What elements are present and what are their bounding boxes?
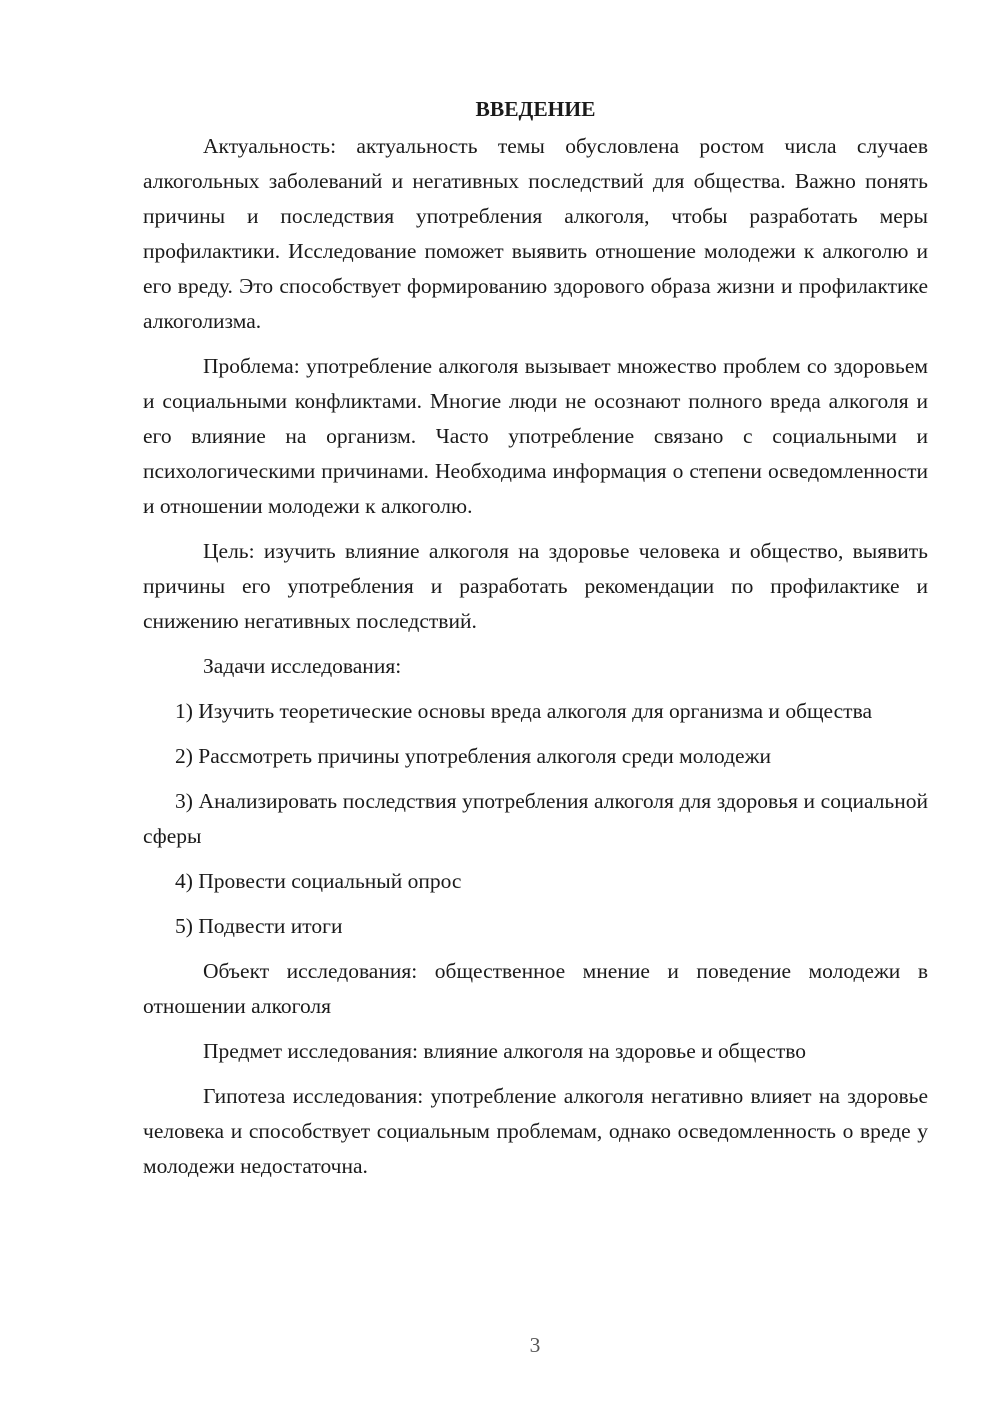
task-item-5: 5) Подвести итоги bbox=[175, 914, 343, 938]
task-item-3: 3) Анализировать последствия употребления алкоголя для здоровья и социальной сферы bbox=[143, 789, 928, 848]
paragraph-problem: Проблема: употребление алкоголя вызывает множество проблем со здоровьем и социальными конфликтами. Многие люди не осознают полного вреда алкоголя и его влияние на организм. Часто употребление связано с социальными и психологическими причинами. Необходима информация о степени осведомленности и отношении молодежи к алкоголю. bbox=[143, 354, 928, 518]
document-page bbox=[143, 92, 928, 1194]
paragraph-object: Объект исследования: общественное мнение и поведение молодежи в отношении алкоголя bbox=[143, 959, 928, 1018]
page-number: 3 bbox=[529, 1333, 541, 1357]
task-item-4: 4) Провести социальный опрос bbox=[175, 869, 462, 893]
paragraph-hypothesis: Гипотеза исследования: употребление алкоголя негативно влияет на здоровье человека и способствует социальным проблемам, однако осведомленность о вреде у молодежи недостаточна. bbox=[143, 1084, 928, 1178]
tasks-heading: Задачи исследования: bbox=[203, 654, 402, 678]
section-title: ВВЕДЕНИЕ bbox=[475, 97, 596, 121]
task-item-2: 2) Рассмотреть причины употребления алкоголя среди молодежи bbox=[175, 744, 771, 768]
task-item-1: 1) Изучить теоретические основы вреда алкоголя для организма и общества bbox=[175, 699, 872, 723]
paragraph-subject: Предмет исследования: влияние алкоголя на здоровье и общество bbox=[203, 1039, 807, 1063]
paragraph-goal: Цель: изучить влияние алкоголя на здоровье человека и общество, выявить причины его употребления и разработать рекомендации по профилактике и снижению негативных последствий. bbox=[143, 539, 928, 633]
paragraph-relevance: Актуальность: актуальность темы обусловлена ростом числа случаев алкогольных заболеваний и негативных последствий для общества. Важно понять причины и последствия употребления алкоголя, чтобы разработать меры профилактики. Исследование поможет выявить отношение молодежи к алкоголю и его вреду. Это способствует формированию здорового образа жизни и профилактике алкоголизма. bbox=[143, 134, 928, 333]
